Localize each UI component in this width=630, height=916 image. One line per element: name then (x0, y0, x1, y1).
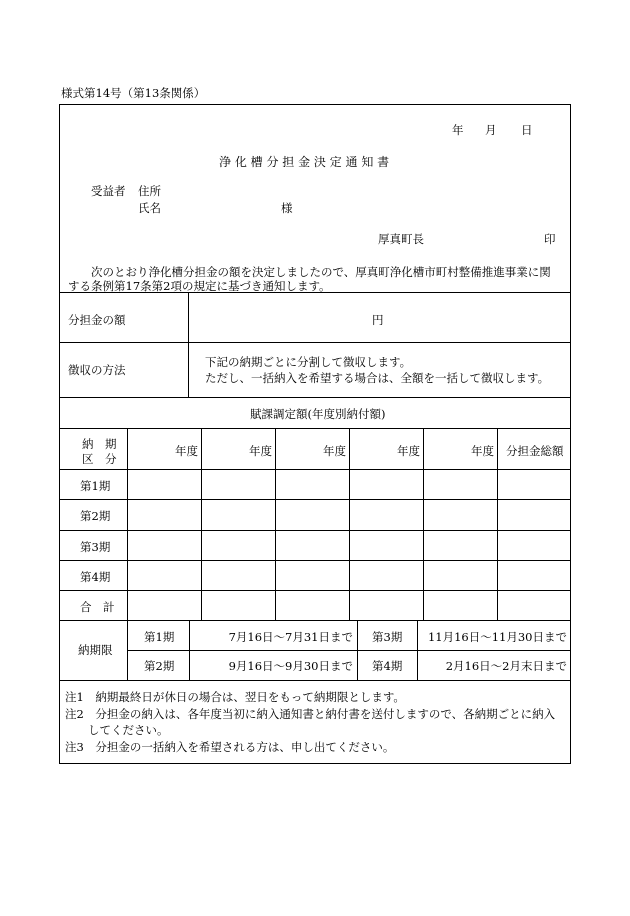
divider (497, 428, 498, 620)
divider (423, 428, 424, 620)
divider (60, 680, 570, 681)
divider (60, 397, 570, 398)
divider (275, 428, 276, 620)
divider (188, 292, 189, 397)
deadline-range: 7月16日～7月31日まで (228, 630, 353, 644)
divider (60, 590, 570, 591)
period-header-line-1: 納 期 (82, 437, 117, 451)
total-row-label: 合 計 (80, 600, 115, 614)
assessment-caption: 賦課調定額(年度別納付額) (250, 407, 386, 421)
notice-title: 浄 化 槽 分 担 金 決 定 通 知 書 (219, 155, 390, 169)
address-label: 住所 (138, 184, 161, 198)
deadline-period: 第1期 (144, 630, 175, 644)
honorific-label: 様 (281, 201, 293, 215)
date-year-label: 年 (452, 123, 464, 137)
period-header-line-2: 区 分 (82, 452, 117, 466)
divider (357, 620, 358, 680)
note-1: 注1 納期最終日が休日の場合は、翌日をもって納期限とします。 (65, 690, 405, 704)
form-number: 様式第14号（第13条関係） (61, 86, 206, 100)
deadline-range: 2月16日～2月末日まで (445, 659, 567, 673)
seal-mark: 印 (544, 232, 556, 246)
table-row-label: 第3期 (80, 540, 111, 554)
year-header: 年度 (249, 444, 272, 458)
table-row-label: 第2期 (80, 509, 111, 523)
table-row-label: 第1期 (80, 479, 111, 493)
collection-label: 徴収の方法 (68, 363, 126, 377)
deadline-period: 第4期 (372, 659, 403, 673)
divider (349, 428, 350, 620)
divider (201, 428, 202, 620)
total-amount-header: 分担金総額 (506, 444, 564, 458)
divider (60, 560, 570, 561)
divider (127, 650, 570, 651)
deadline-range: 9月16日～9月30日まで (228, 659, 353, 673)
date-month-label: 月 (485, 123, 497, 137)
year-header: 年度 (397, 444, 420, 458)
name-label: 氏名 (138, 201, 161, 215)
divider (60, 499, 570, 500)
year-header: 年度 (471, 444, 494, 458)
table-row-label: 第4期 (80, 570, 111, 584)
collection-line-1: 下記の納期ごとに分割して徴収します。 (205, 355, 412, 369)
date-day-label: 日 (521, 123, 533, 137)
notice-body-line-1: 次のとおり浄化槽分担金の額を決定しましたので、厚真町浄化槽市町村整備推進事業に関 (91, 265, 551, 279)
divider (60, 530, 570, 531)
collection-line-2: ただし、一括納入を希望する場合は、全額を一括して徴収します。 (205, 371, 550, 385)
notice-form-frame (59, 104, 571, 764)
note-2-line-2: してください。 (88, 723, 169, 737)
year-header: 年度 (175, 444, 198, 458)
amount-label: 分担金の額 (68, 313, 126, 327)
issuer-title: 厚真町長 (378, 232, 424, 246)
amount-unit: 円 (372, 313, 384, 327)
deadline-period: 第3期 (372, 630, 403, 644)
year-header: 年度 (323, 444, 346, 458)
deadline-range: 11月16日～11月30日まで (427, 630, 567, 644)
deadline-label: 納期限 (78, 643, 113, 657)
divider (60, 620, 570, 621)
deadline-period: 第2期 (144, 659, 175, 673)
divider (60, 292, 570, 293)
note-2-line-1: 注2 分担金の納入は、各年度当初に納入通知書と納付書を送付しますので、各納期ごとに納入 (65, 707, 556, 721)
divider (60, 342, 570, 343)
divider (60, 428, 570, 429)
notice-body-line-2: する条例第17条第2項の規定に基づき通知します。 (68, 279, 331, 293)
beneficiary-label: 受益者 (91, 184, 126, 198)
divider (60, 469, 570, 470)
note-3: 注3 分担金の一括納入を希望される方は、申し出てください。 (65, 740, 395, 754)
divider (127, 428, 128, 620)
